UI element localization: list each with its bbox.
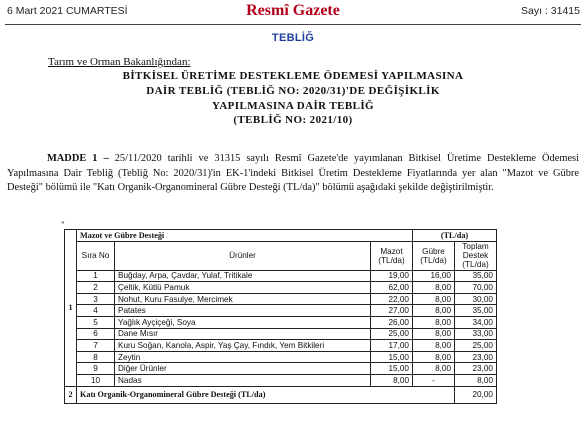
- row-total: 70,00: [455, 282, 497, 294]
- row-product: Patates: [115, 305, 371, 317]
- row-product: Dane Mısır: [115, 328, 371, 340]
- row-diesel: 27,00: [371, 305, 413, 317]
- row-number: 4: [77, 305, 115, 317]
- row-fertilizer: 8,00: [413, 305, 455, 317]
- unit-label: (TL/da): [413, 230, 497, 242]
- table-row: [65, 328, 497, 340]
- header-date: 6 Mart 2021 CUMARTESİ: [7, 5, 128, 17]
- gazette-name: Resmî Gazete: [246, 2, 340, 19]
- table-row: [65, 374, 497, 386]
- col-header-no: Sıra No: [77, 241, 115, 270]
- row-total: 35,00: [455, 270, 497, 282]
- table-row: [65, 316, 497, 328]
- title-line: BİTKİSEL ÜRETİME DESTEKLEME ÖDEMESİ YAPILMASINA: [122, 70, 464, 82]
- row-total: 25,00: [455, 340, 497, 352]
- row-number: 3: [77, 293, 115, 305]
- col-header-product: Ürünler: [115, 241, 371, 270]
- title-line: DAİR TEBLİĞ (TEBLİĞ NO: 2020/31)'DE DEĞİŞİKLİK: [146, 84, 440, 97]
- row-product: Kuru Soğan, Kanola, Aspir, Yaş Çay, Fındık, Yem Bitkileri: [115, 340, 371, 352]
- row-product: Nadas: [115, 374, 371, 386]
- row-product: Diğer Ürünler: [115, 363, 371, 375]
- row-fertilizer: 8,00: [413, 282, 455, 294]
- row-number: 6: [77, 328, 115, 340]
- communique-title: [0, 69, 586, 128]
- row-fertilizer: 8,00: [413, 340, 455, 352]
- row-diesel: 15,00: [371, 363, 413, 375]
- title-line: YAPILMASINA DAİR TEBLİĞ: [211, 99, 375, 112]
- col-header-total: Toplam Destek (TL/da): [455, 241, 497, 270]
- col-header-fertilizer: Gübre (TL/da): [413, 241, 455, 270]
- row-total: 23,00: [455, 363, 497, 375]
- section2-row: [65, 386, 497, 403]
- row-number: 10: [77, 374, 115, 386]
- row-diesel: 17,00: [371, 340, 413, 352]
- column-header-row: [65, 241, 497, 270]
- row-product: Nohut, Kuru Fasulye, Mercimek: [115, 293, 371, 305]
- gazette-header: [0, 0, 586, 24]
- header-divider: [5, 24, 581, 25]
- row-fertilizer: 8,00: [413, 328, 455, 340]
- row-diesel: 22,00: [371, 293, 413, 305]
- row-number: 8: [77, 351, 115, 363]
- row-total: 34,00: [455, 316, 497, 328]
- row-fertilizer: -: [413, 374, 455, 386]
- title-line: (TEBLİĞ NO: 2021/10): [233, 114, 353, 127]
- row-product: Zeytin: [115, 351, 371, 363]
- table-row: [65, 305, 497, 317]
- row-total: 8,00: [455, 374, 497, 386]
- row-number: 9: [77, 363, 115, 375]
- section1-number: 1: [65, 230, 77, 387]
- row-diesel: 19,00: [371, 270, 413, 282]
- article-label: MADDE 1 –: [47, 153, 109, 164]
- row-fertilizer: 8,00: [413, 316, 455, 328]
- section2-number: 2: [65, 386, 77, 403]
- section2-title: Katı Organik-Organomineral Gübre Desteği (TL/da): [77, 386, 455, 403]
- row-fertilizer: 8,00: [413, 351, 455, 363]
- row-number: 7: [77, 340, 115, 352]
- table-row: [65, 293, 497, 305]
- row-number: 5: [77, 316, 115, 328]
- table-row: [65, 282, 497, 294]
- row-number: 2: [77, 282, 115, 294]
- table-row: [65, 351, 497, 363]
- row-fertilizer: 8,00: [413, 363, 455, 375]
- row-product: Buğday, Arpa, Çavdar, Yulaf, Tritikale: [115, 270, 371, 282]
- table-row: [65, 340, 497, 352]
- row-fertilizer: 16,00: [413, 270, 455, 282]
- table-row: [65, 363, 497, 375]
- row-product: Yağlık Ayçiçeği, Soya: [115, 316, 371, 328]
- col-header-diesel: Mazot (TL/da): [371, 241, 413, 270]
- row-diesel: 8,00: [371, 374, 413, 386]
- row-number: 1: [77, 270, 115, 282]
- opening-quote: ": [61, 220, 65, 230]
- article-text: 25/11/2020 tarihli ve 31315 sayılı Resmî Gazete'de yayımlanan Bitkisel Üretime Destekleme Ödemesi Yapılmasına Dair Tebliğ (Tebliğ No: 2020/31)'in EK-1'indeki Bitkisel Üretim Destekleme Fiyatlarında yer alan "Mazot ve Gübre Desteği" bölümü ile "Katı Organik-Organomineral Gübre Desteği (TL/da)" bölümü aşağıdaki şekilde değiştirilmiştir.: [7, 153, 579, 194]
- row-total: 23,00: [455, 351, 497, 363]
- row-diesel: 26,00: [371, 316, 413, 328]
- row-fertilizer: 8,00: [413, 293, 455, 305]
- section1-title: Mazot ve Gübre Desteği: [77, 230, 413, 242]
- row-diesel: 15,00: [371, 351, 413, 363]
- support-table: [64, 229, 497, 404]
- table-row: [65, 270, 497, 282]
- row-total: 30,00: [455, 293, 497, 305]
- row-product: Çeltik, Kütlü Pamuk: [115, 282, 371, 294]
- row-total: 33,00: [455, 328, 497, 340]
- ministry-name: Tarım ve Orman Bakanlığından:: [48, 56, 191, 68]
- table-header-row: [65, 230, 497, 242]
- row-diesel: 25,00: [371, 328, 413, 340]
- header-issue: Sayı : 31415: [521, 5, 580, 17]
- section2-value: 20,00: [455, 386, 497, 403]
- row-total: 35,00: [455, 305, 497, 317]
- row-diesel: 62,00: [371, 282, 413, 294]
- article-paragraph: [7, 152, 579, 196]
- section-heading: TEBLİĞ: [271, 32, 315, 44]
